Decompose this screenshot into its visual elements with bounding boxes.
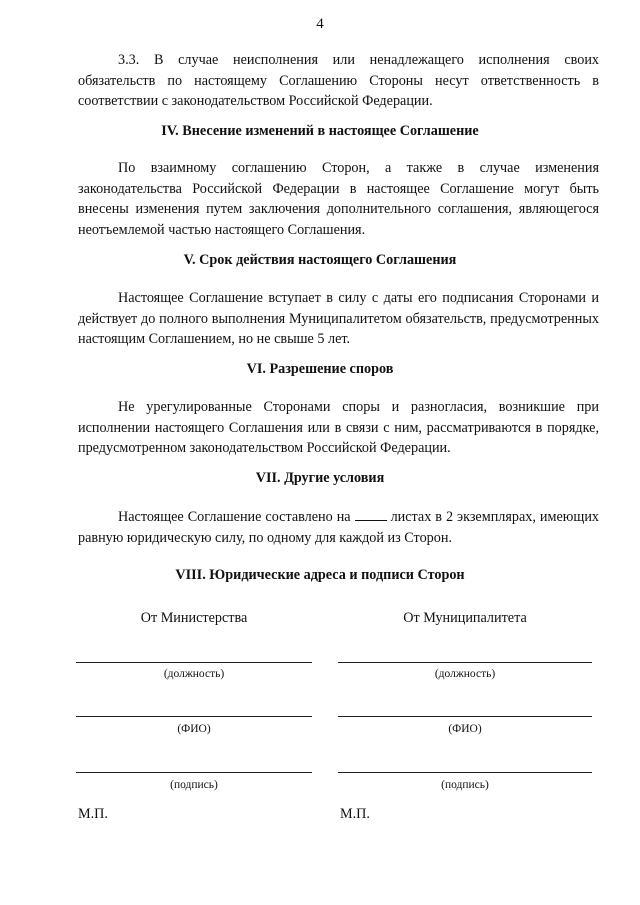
right-position-line: [338, 662, 592, 663]
left-party-title: От Министерства: [140, 610, 248, 626]
section-7-text-before: Настоящее Соглашение составлено на: [118, 509, 351, 525]
right-signature-line: [338, 772, 592, 773]
right-position-caption: (должность): [434, 668, 496, 680]
right-party-title: От Муниципалитета: [403, 610, 527, 626]
left-stamp: М.П.: [78, 806, 108, 822]
section-6-text: Не урегулированные Сторонами споры и разногласия, возникшие при исполнении настоящего Соглашения или в связи с ним, рассматриваются в порядке, предусмотренном законодательством Российской Федерации.: [78, 399, 599, 456]
section-8-heading: VIII. Юридические адреса и подписи Сторон: [175, 567, 465, 583]
clause-3-3: 3.3. В случае неисполнения или ненадлежащего исполнения своих обязательств по настоящему Соглашению Стороны несут ответственность в соответствии с законодательством Российской Федерации.: [78, 52, 599, 109]
right-stamp: М.П.: [340, 806, 370, 822]
section-5-heading: V. Срок действия настоящего Соглашения: [183, 252, 457, 268]
section-7-text: [78, 507, 599, 548]
left-signature-caption: (подпись): [170, 779, 218, 791]
right-name-caption: (ФИО): [448, 723, 482, 735]
section-5-text: Настоящее Соглашение вступает в силу с даты его подписания Сторонами и действует до полного выполнения Муниципалитетом обязательств, предусмотренных настоящим Соглашением, но не свыше 5 лет.: [78, 290, 599, 347]
left-position-caption: (должность): [163, 668, 225, 680]
section-7-heading: VII. Другие условия: [255, 470, 385, 486]
left-name-line: [76, 716, 312, 717]
section-4-heading: IV. Внесение изменений в настоящее Соглашение: [161, 123, 479, 139]
right-name-line: [338, 716, 592, 717]
sheet-count-blank: [355, 508, 387, 521]
left-signature-line: [76, 772, 312, 773]
right-signature-caption: (подпись): [441, 779, 489, 791]
left-position-line: [76, 662, 312, 663]
section-6-heading: VI. Разрешение споров: [246, 361, 394, 377]
left-name-caption: (ФИО): [177, 723, 211, 735]
page-number: 4: [316, 16, 324, 32]
section-4-text: По взаимному соглашению Сторон, а также в случае изменения законодательства Российской Федерации в настоящее Соглашение могут быть внесены изменения путем заключения дополнительного соглашения, являющегося неотъемлемой частью настоящего Соглашения.: [78, 160, 599, 238]
section-7-text-after: листах в 2 экземплярах, имеющих равную юридическую силу, по одному для каждой из Сторон.: [78, 509, 600, 546]
